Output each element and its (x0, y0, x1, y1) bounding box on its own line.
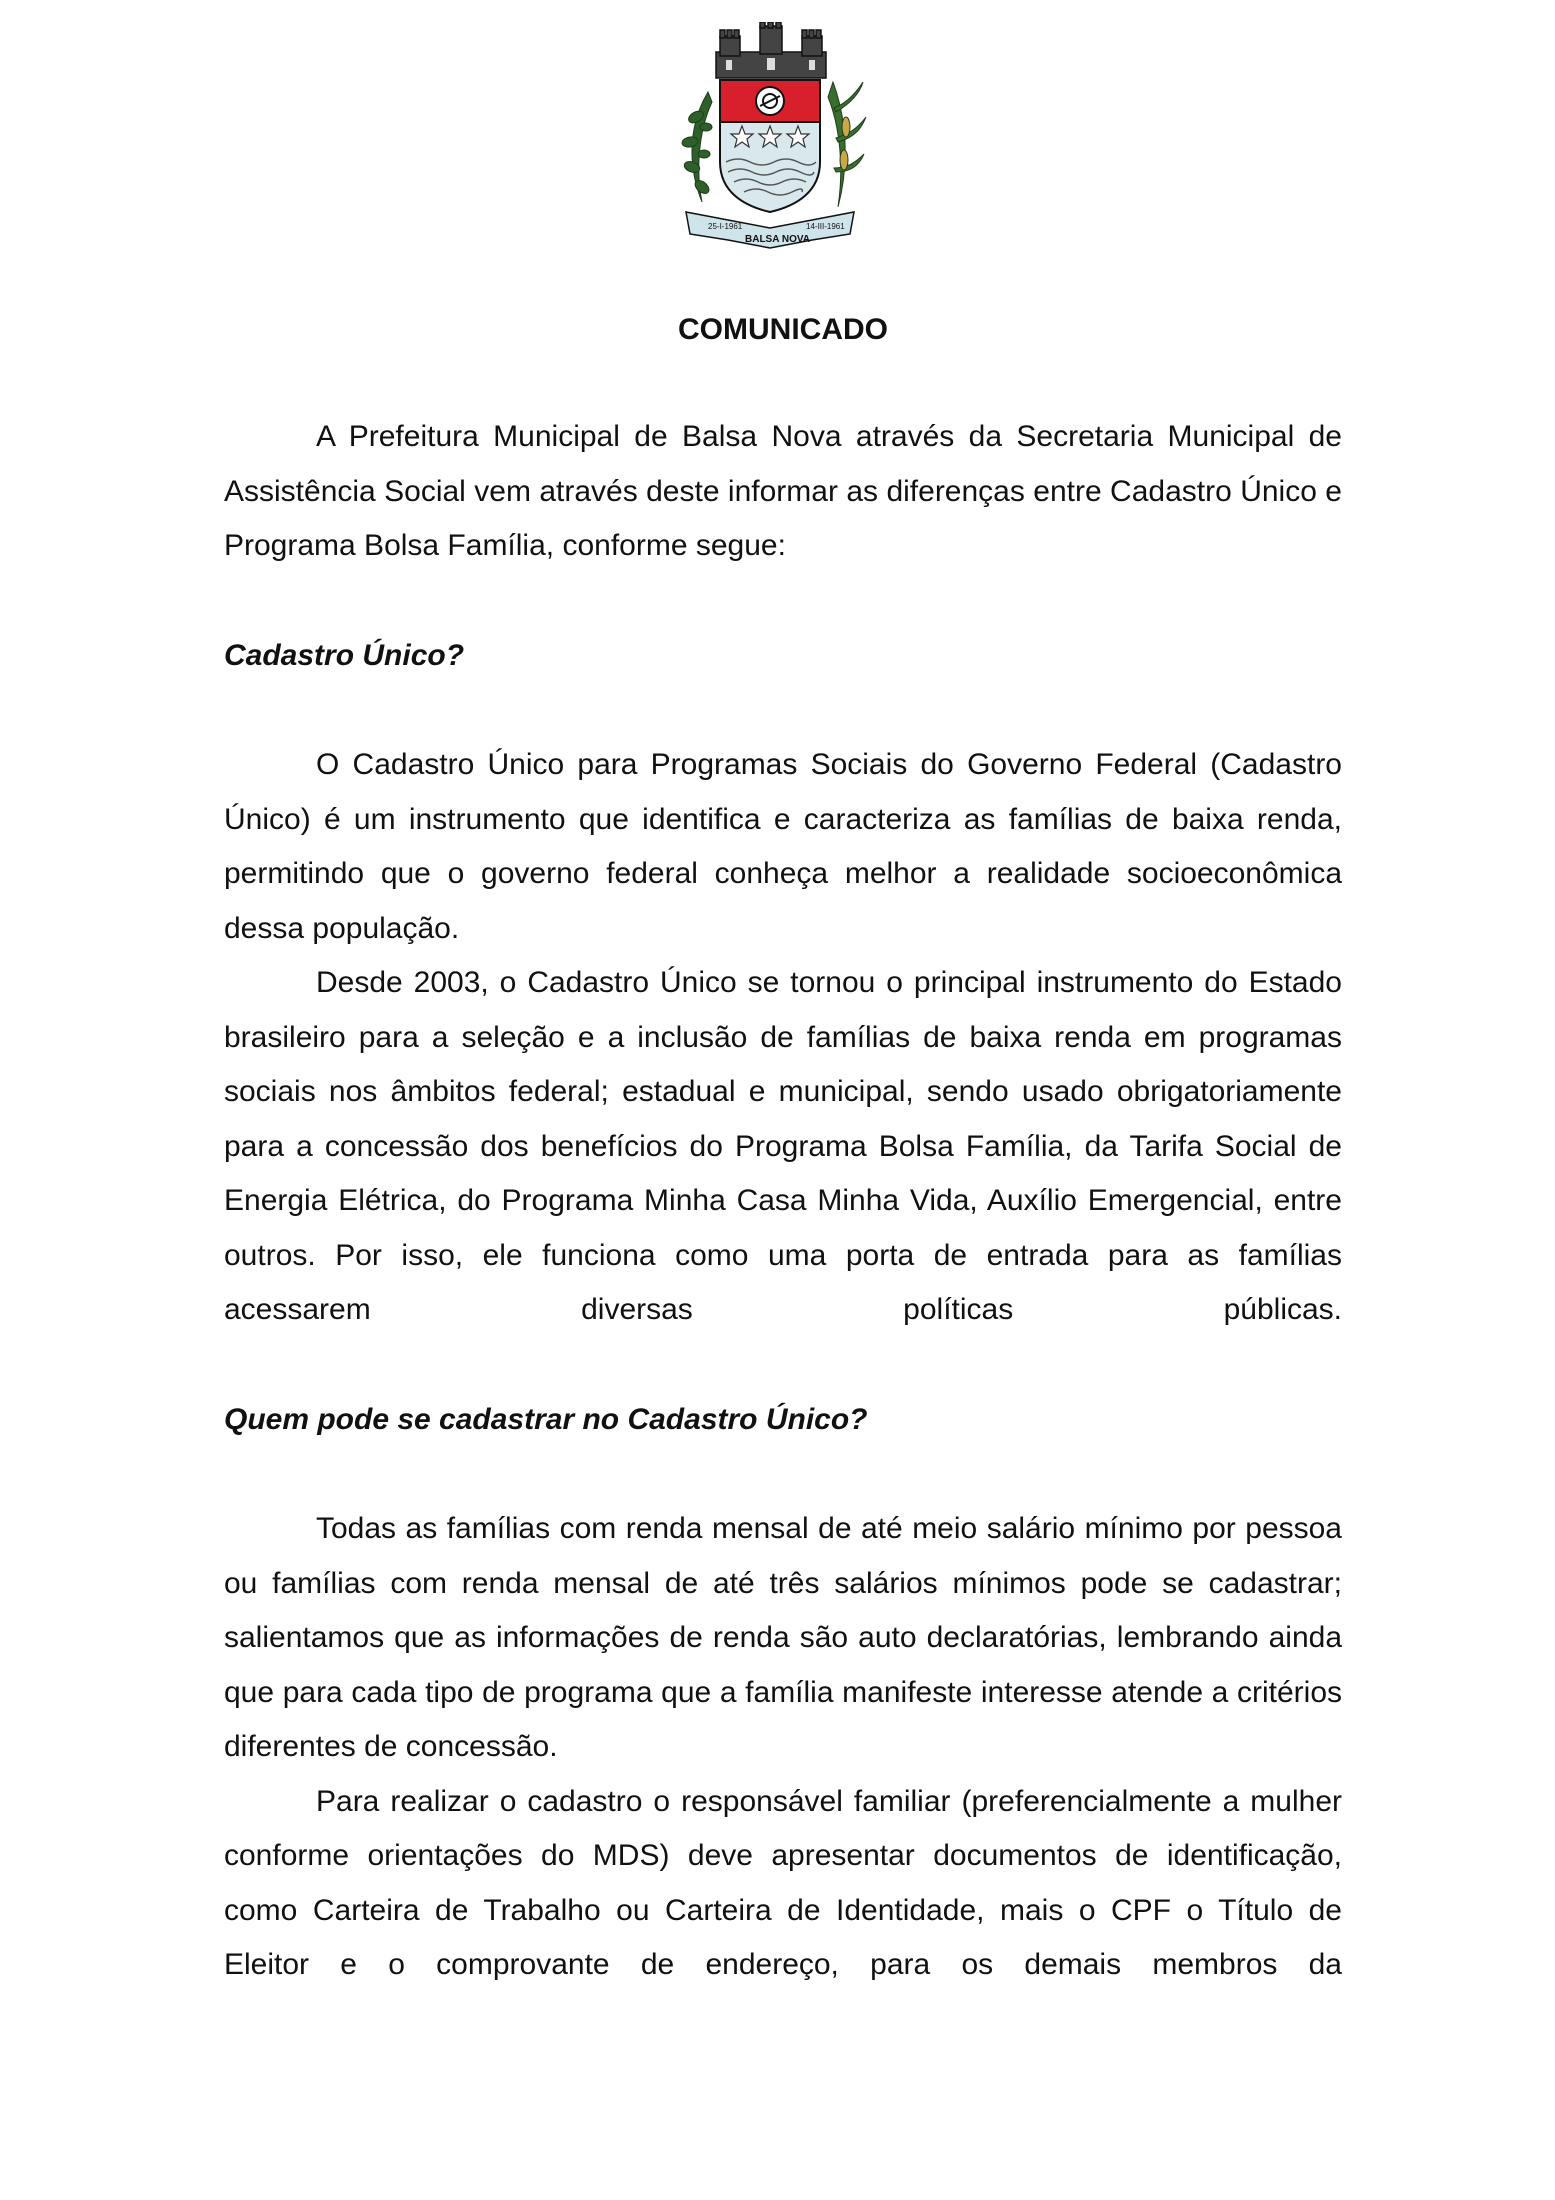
document-body (224, 302, 1342, 1993)
section2-paragraph-1: Todas as famílias com renda mensal de até meio salário mínimo por pessoa ou famílias com renda mensal de até três salários mínimos pode se cadastrar; salientamos que as informações de renda são auto declaratórias, lembrando ainda que para cada tipo de programa que a família manifeste interesse atende a critérios diferentes de concessão. (224, 1512, 1342, 1763)
intro-paragraph: A Prefeitura Municipal de Balsa Nova através da Secretaria Municipal de Assistência Social vem através deste informar as diferenças entre Cadastro Único e Programa Bolsa Família, conforme segue: (224, 420, 1342, 562)
section2-paragraph-2: Para realizar o cadastro o responsável familiar (preferencialmente a mulher conforme orientações do MDS) deve apresentar documentos de identificação, como Carteira de Trabalho ou Carteira de Identidade, mais o CPF o Título de Eleitor e o comprovante de endereço, para os demais membros da (224, 1784, 1342, 1981)
section-heading-quem-pode: Quem pode se cadastrar no Cadastro Único? (224, 1402, 868, 1436)
ribbon-city-name: BALSA NOVA (745, 234, 810, 245)
section1-paragraph-1: O Cadastro Único para Programas Sociais do Governo Federal (Cadastro Único) é um instrumento que identifica e caracteriza as famílias de baixa renda, permitindo que o governo federal conheça melhor a realidade socioeconômica dessa população. (224, 748, 1342, 945)
coat-of-arms-icon (668, 22, 873, 252)
section1-paragraph-2: Desde 2003, o Cadastro Único se tornou o principal instrumento do Estado brasileiro para a seleção e a inclusão de famílias de baixa renda em programas sociais nos âmbitos federal; estadual e municipal, sendo usado obrigatoriamente para a concessão dos benefícios do Programa Bolsa Família, da Tarifa Social de Energia Elétrica, do Programa Minha Casa Minha Vida, Auxílio Emergencial, entre outros. Por isso, ele funciona como uma porta de entrada para as famílias acessarem diversas políticas públicas. (224, 966, 1342, 1326)
section-heading-cadastro-unico: Cadastro Único? (224, 638, 465, 672)
ribbon-left-date: 25-I-1961 (708, 222, 743, 231)
page-title: COMUNICADO (678, 313, 888, 346)
ribbon-right-date: 14-III-1961 (806, 222, 845, 231)
